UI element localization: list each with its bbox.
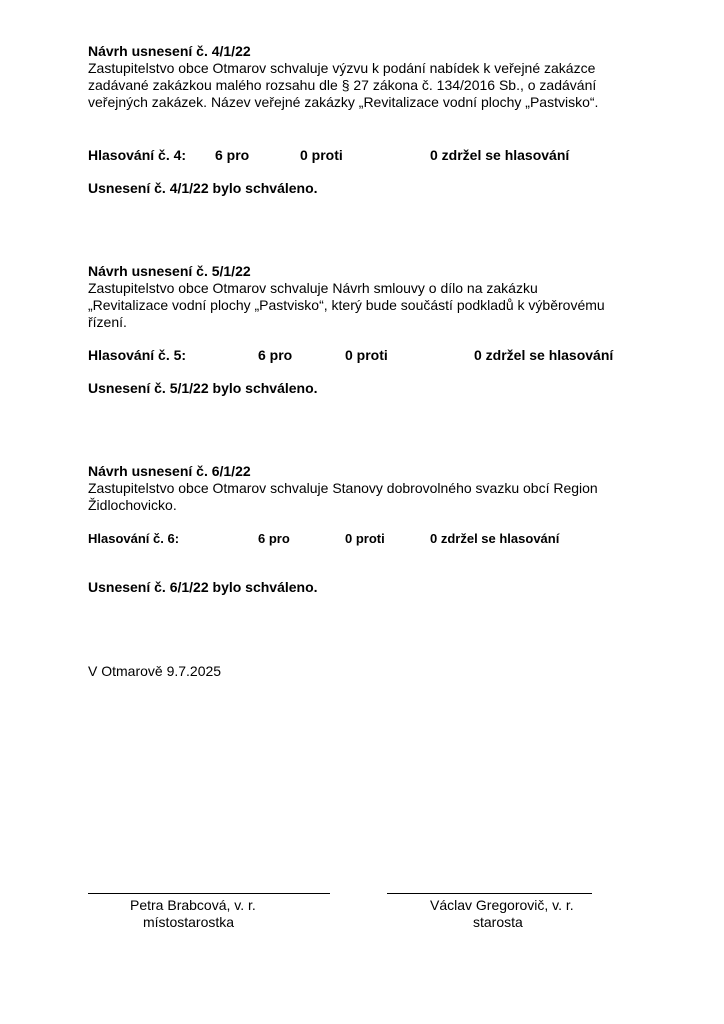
resolution-5-heading: Návrh usnesení č. 5/1/22	[88, 263, 251, 279]
signature-name-right: Václav Gregorovič, v. r.	[430, 897, 574, 913]
vote-4-against: 0 proti	[300, 147, 343, 163]
vote-6-label: Hlasování č. 6:	[88, 531, 180, 546]
vote-6-abstain: 0 zdržel se hlasování	[430, 531, 560, 546]
vote-5-for: 6 pro	[258, 347, 293, 363]
place-date: V Otmarově 9.7.2025	[88, 663, 222, 679]
resolution-5-result: Usnesení č. 5/1/22 bylo schváleno.	[88, 380, 318, 396]
resolution-4-heading: Návrh usnesení č. 4/1/22	[88, 43, 251, 59]
vote-4-label: Hlasování č. 4:	[88, 147, 187, 163]
resolution-6-result: Usnesení č. 6/1/22 bylo schváleno.	[88, 579, 318, 595]
resolution-6-body-line-2: Židlochovicko.	[88, 497, 177, 513]
signature-role-left: místostarostka	[143, 914, 235, 930]
vote-5-label: Hlasování č. 5:	[88, 347, 187, 363]
resolution-6-body-line-1: Zastupitelstvo obce Otmarov schvaluje Stanovy dobrovolného svazku obcí Region	[88, 480, 598, 496]
resolution-4-body-line-1: Zastupitelstvo obce Otmarov schvaluje výzvu k podání nabídek k veřejné zakázce	[88, 60, 596, 76]
vote-6-against: 0 proti	[345, 531, 385, 546]
resolution-5-body-line-1: Zastupitelstvo obce Otmarov schvaluje Návrh smlouvy o dílo na zakázku	[88, 280, 538, 296]
resolution-4-result: Usnesení č. 4/1/22 bylo schváleno.	[88, 180, 318, 196]
signature-role-right: starosta	[473, 914, 523, 930]
signature-line-right	[387, 893, 592, 894]
resolution-5-body-line-2: „Revitalizace vodní plochy „Pastvisko“, který bude součástí podkladů k výběrovému	[88, 297, 605, 313]
signature-line-left	[88, 893, 330, 894]
resolution-6-heading: Návrh usnesení č. 6/1/22	[88, 463, 251, 479]
vote-4-for: 6 pro	[215, 147, 250, 163]
resolution-4-body-line-3: veřejných zakázek. Název veřejné zakázky „Revitalizace vodní plochy „Pastvisko“.	[88, 94, 599, 110]
vote-5-abstain: 0 zdržel se hlasování	[474, 347, 614, 363]
signature-name-left: Petra Brabcová, v. r.	[130, 897, 256, 913]
resolution-5-body-line-3: řízení.	[88, 314, 127, 330]
vote-4-abstain: 0 zdržel se hlasování	[430, 147, 570, 163]
vote-6-for: 6 pro	[258, 531, 290, 546]
vote-5-against: 0 proti	[345, 347, 388, 363]
resolution-4-body-line-2: zadávané zakázkou malého rozsahu dle § 27 zákona č. 134/2016 Sb., o zadávání	[88, 77, 597, 93]
